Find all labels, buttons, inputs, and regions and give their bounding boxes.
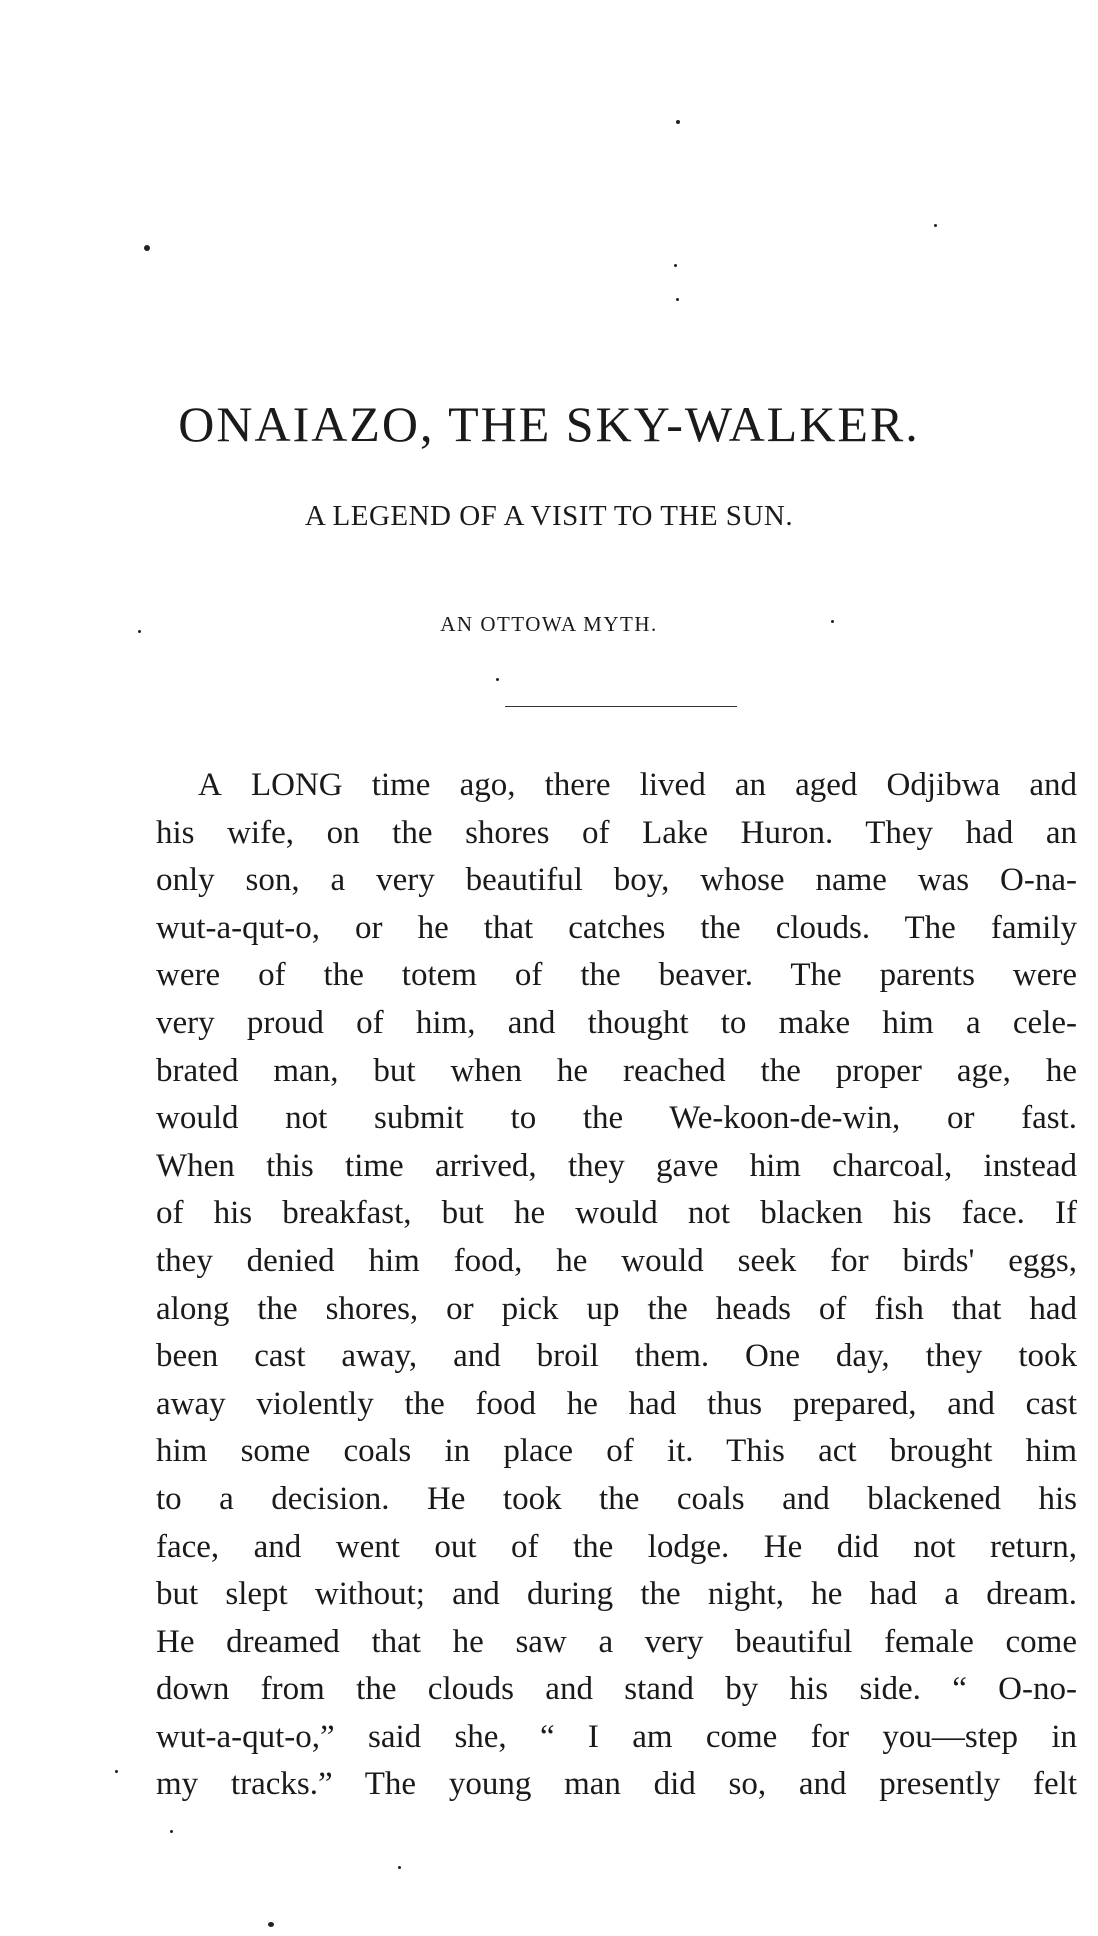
- body-line: were of the totem of the beaver. The parents were: [156, 957, 1077, 994]
- chapter-title: ONAIAZO, THE SKY-WALKER.: [178, 396, 920, 452]
- body-line: of his breakfast, but he would not blacken his face. If: [156, 1195, 1077, 1232]
- body-line: they denied him food, he would seek for birds' eggs,: [156, 1242, 1077, 1279]
- body-line: been cast away, and broil them. One day, they took: [156, 1338, 1077, 1375]
- scan-speck: [170, 1830, 173, 1833]
- body-first-line: [156, 762, 1077, 810]
- body-line: When this time arrived, they gave him charcoal, instead: [156, 1147, 1077, 1184]
- body-line: brated man, but when he reached the proper age, he: [156, 1052, 1077, 1089]
- body-line: my tracks.” The young man did so, and presently felt: [156, 1766, 1077, 1803]
- scan-speck: [115, 1770, 118, 1773]
- chapter-subtitle: A LEGEND OF A VISIT TO THE SUN.: [304, 500, 794, 532]
- smallcaps-word: LONG: [250, 767, 343, 803]
- body-line: his wife, on the shores of Lake Huron. They had an: [156, 814, 1077, 851]
- body-line: him some coals in place of it. This act brought him: [156, 1433, 1077, 1470]
- scan-speck: [398, 1866, 401, 1869]
- body-line: down from the clouds and stand by his side. “ O-no-: [156, 1671, 1077, 1708]
- body-line: very proud of him, and thought to make him a cele-: [156, 1004, 1077, 1041]
- scan-speck: [268, 1922, 274, 1927]
- body-line: only son, a very beautiful boy, whose name was O-na-: [156, 862, 1077, 899]
- body-line: wut-a-qut-o,” said she, “ I am come for you—step in: [156, 1718, 1077, 1755]
- first-line-rest: time ago, there lived an aged Odjibwa and: [371, 767, 1077, 803]
- scan-speck: [674, 264, 677, 267]
- myth-label: AN OTTOWA MYTH.: [440, 612, 658, 636]
- body-line: He dreamed that he saw a very beautiful female come: [156, 1623, 1077, 1660]
- opening-word: A: [198, 767, 222, 803]
- body-line: along the shores, or pick up the heads of fish that had: [156, 1290, 1077, 1327]
- scan-speck: [144, 245, 150, 251]
- body-line: away violently the food he had thus prepared, and cast: [156, 1385, 1077, 1422]
- section-rule: [505, 706, 737, 707]
- body-line: would not submit to the We-koon-de-win, or fast.: [156, 1100, 1077, 1137]
- scan-speck: [934, 224, 937, 227]
- body-paragraph: [156, 762, 1077, 1809]
- body-line: to a decision. He took the coals and blackened his: [156, 1480, 1077, 1517]
- body-line: face, and went out of the lodge. He did not return,: [156, 1528, 1077, 1565]
- scan-speck: [496, 678, 499, 681]
- scan-speck: [676, 298, 679, 301]
- scan-speck: [676, 120, 680, 124]
- body-line: wut-a-qut-o, or he that catches the clouds. The family: [156, 909, 1077, 946]
- body-line: but slept without; and during the night, he had a dream.: [156, 1576, 1077, 1613]
